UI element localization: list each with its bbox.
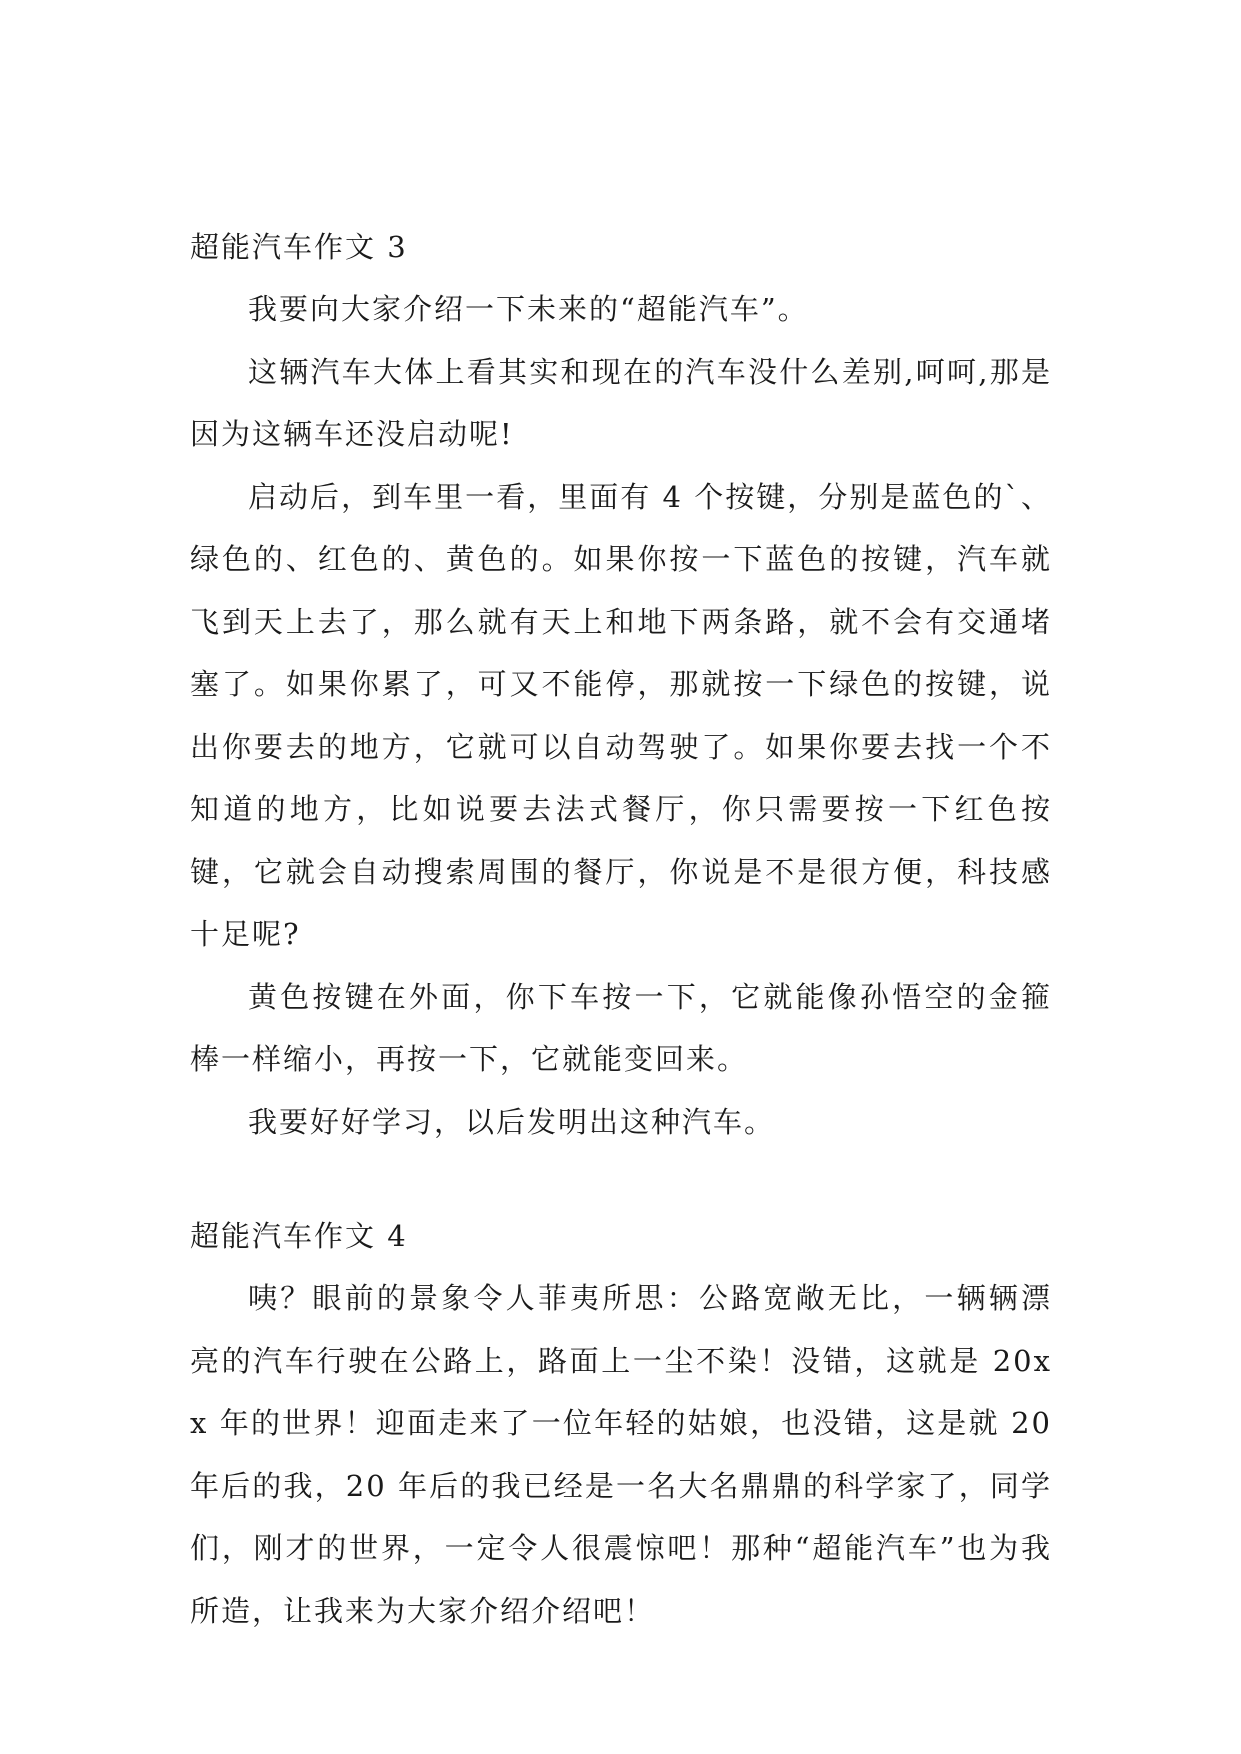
paragraph: 启动后，到车里一看，里面有 4 个按键，分别是蓝色的`、绿色的、红色的、黄色的。如果你按一下蓝色的按键，汽车就飞到天上去了，那么就有天上和地下两条路，就不会有交通堵塞了。如果你累了，可又不能停，那就按一下绿色的按键，说出你要去的地方，它就可以自动驾驶了。如果你要去找一个不知道的地方，比如说要去法式餐厅，你只需要按一下红色按键，它就会自动搜索周围的餐厅，你说是不是很方便，科技感十足呢?: [190, 479, 1052, 951]
paragraph: 这辆汽车大体上看其实和现在的汽车没什么差别,呵呵,那是因为这辆车还没启动呢!: [190, 354, 1052, 451]
paragraph: 我要好好学习，以后发明出这种汽车。: [248, 1104, 776, 1139]
section-title: 超能汽车作文 3: [190, 230, 408, 264]
document-body: [190, 216, 1052, 1642]
section-title: 超能汽车作文 4: [190, 1219, 408, 1253]
essay-section-3: [190, 216, 1052, 1153]
essay-section-4: [190, 1205, 1052, 1642]
paragraph: 我要向大家介绍一下未来的“超能汽车”。: [248, 292, 809, 326]
paragraph: 咦？眼前的景象令人菲夷所思：公路宽敞无比，一辆辆漂亮的汽车行驶在公路上，路面上一尘不染！没错，这就是 20xx 年的世界！迎面走来了一位年轻的姑娘，也没错，这是就 20 年后的我，20 年后的我已经是一名大名鼎鼎的科学家了，同学们，刚才的世界，一定令人很震惊吧！那种“超能汽车”也为我所造，让我来为大家介绍介绍吧！: [190, 1281, 1052, 1628]
paragraph: 黄色按键在外面，你下车按一下，它就能像孙悟空的金箍棒一样缩小，再按一下，它就能变回来。: [190, 979, 1052, 1076]
section-spacer: [190, 1153, 1052, 1205]
